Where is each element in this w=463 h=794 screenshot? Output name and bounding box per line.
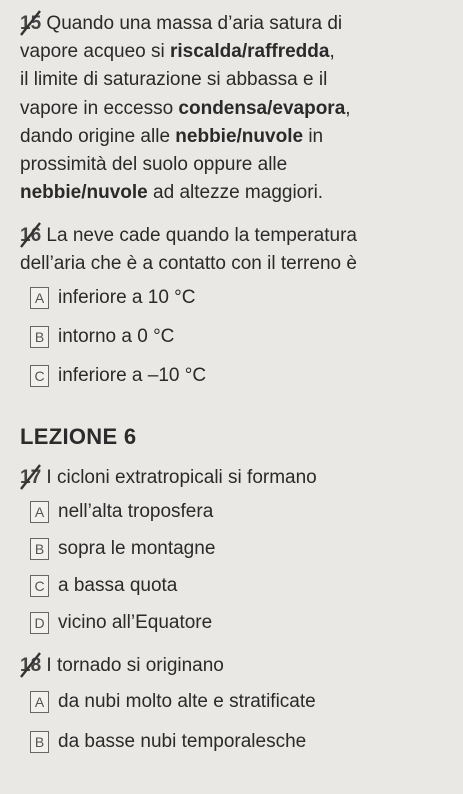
q17-option-b[interactable] [30,536,215,562]
q16-option-a[interactable] [30,285,196,311]
option-letter-box: A [30,501,49,523]
q15-line-7: nebbie/nuvole ad altezze maggiori. [20,182,324,204]
lesson-heading: LEZIONE 6 [20,424,137,449]
question-15 [20,10,453,207]
q16-option-c[interactable] [30,363,206,389]
option-letter-box: B [30,731,49,753]
q18-text: I tornado si originano [46,655,224,676]
q17-line-1 [20,464,453,492]
option-text: da basse nubi temporalesche [58,731,307,752]
q15-text: Quando una massa d’aria satura di [46,13,343,34]
q17-option-a[interactable] [30,499,213,525]
q15-line-4: vapore in eccesso condensa/evapora, [20,97,351,119]
option-text: vicino all’Equatore [58,612,213,633]
q15-line-1 [20,10,453,38]
option-letter-box: B [30,538,49,560]
option-letter-box: C [30,365,49,387]
question-17 [20,464,453,492]
choice-condensa-evapora[interactable]: condensa/evapora [178,97,346,119]
option-text: inferiore a 10 °C [58,287,196,308]
q17-option-c[interactable] [30,573,177,599]
option-text: nell’alta troposfera [58,501,214,522]
q18-option-b[interactable] [30,729,306,755]
option-letter-box: A [30,287,49,309]
choice-nebbie-nuvole-2[interactable]: nebbie/nuvole [20,182,148,204]
q16-line-2: dell’aria che è a contatto con il terreno è [20,253,357,275]
q15-line-6: prossimità del suolo oppure alle [20,154,288,176]
q17-text: I cicloni extratropicali si formano [46,467,317,488]
option-text: intorno a 0 °C [58,326,175,347]
q16-text: La neve cade quando la temperatura [46,225,357,246]
q18-line-1 [20,652,453,680]
choice-riscalda-raffredda[interactable]: riscalda/raffredda [170,41,330,63]
option-letter-box: A [30,691,49,713]
question-number-17: 17 [20,467,42,488]
option-text: sopra le montagne [58,538,216,559]
option-letter-box: B [30,326,49,348]
q18-option-a[interactable] [30,689,316,715]
q16-option-b[interactable] [30,324,174,350]
q15-line-2: vapore acqueo si riscalda/raffredda, [20,41,335,63]
q17-option-d[interactable] [30,610,212,636]
question-number-16: 16 [20,225,42,246]
option-text: inferiore a –10 °C [58,365,207,386]
choice-nebbie-nuvole-1[interactable]: nebbie/nuvole [175,125,304,147]
option-letter-box: C [30,575,49,597]
option-text: a bassa quota [58,575,178,596]
question-number-18: 18 [20,655,42,676]
q15-line-3: il limite di saturazione si abbassa e il [20,69,328,91]
question-number-15: 15 [20,13,42,34]
question-16 [20,222,453,278]
question-18 [20,652,453,680]
q16-line-1 [20,222,453,250]
option-text: da nubi molto alte e stratificate [58,691,316,712]
q15-line-5: dando origine alle nebbie/nuvole in [20,125,324,147]
option-letter-box: D [30,612,49,634]
